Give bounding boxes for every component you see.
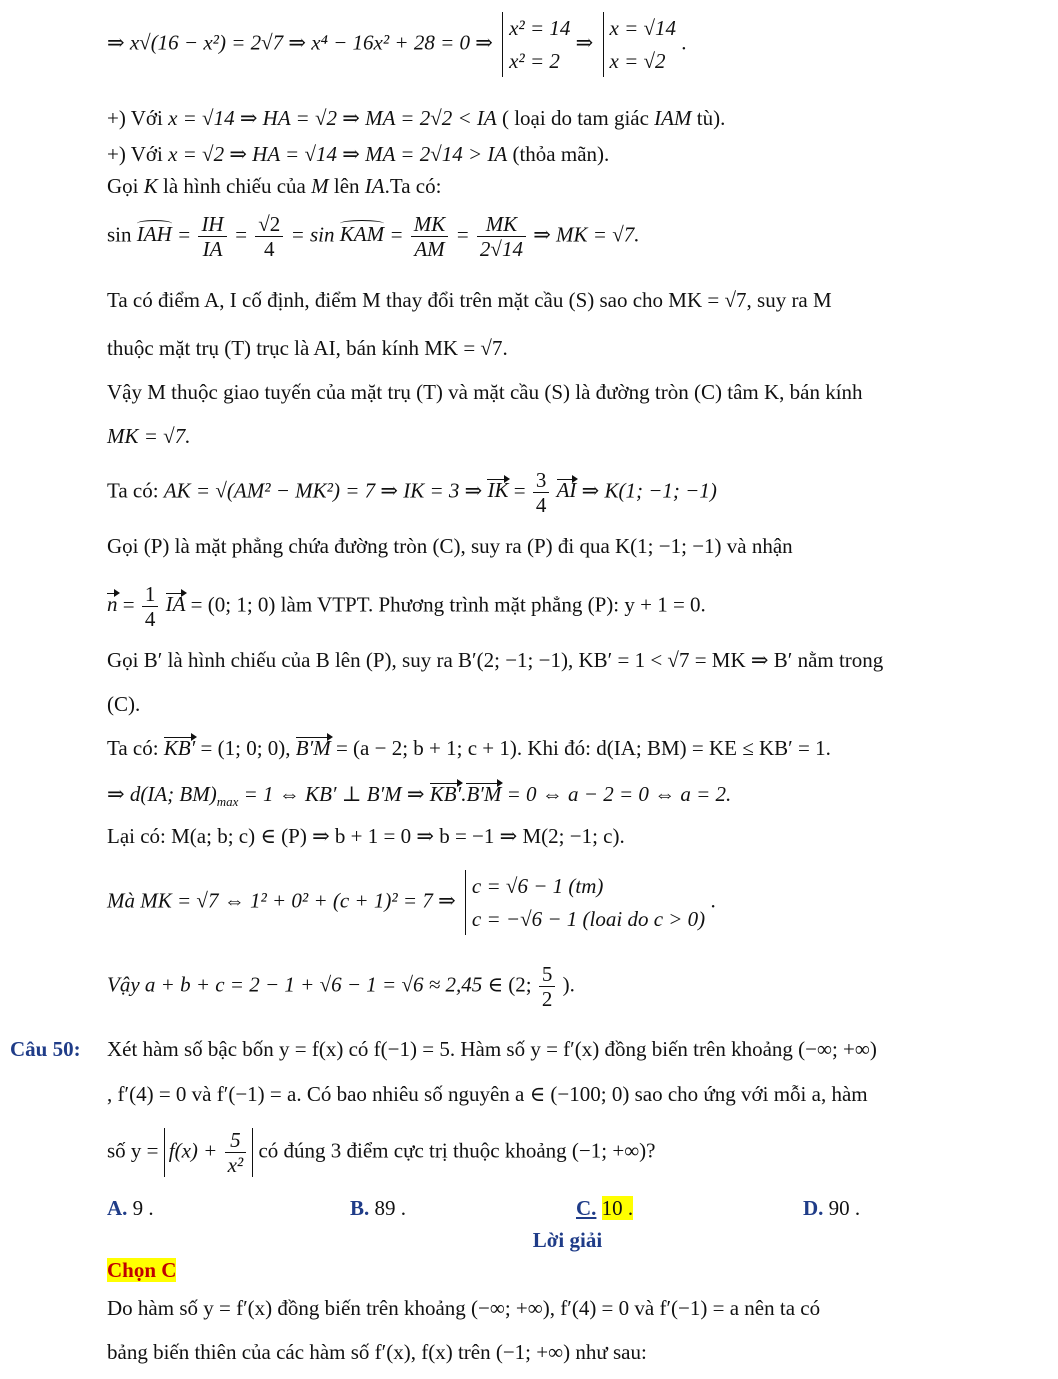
answer-b[interactable]: B. 89 .	[350, 1196, 407, 1220]
case-bracket-1: x² = 14 x² = 2	[502, 12, 570, 77]
projection-line: Gọi K là hình chiếu của M lên IA.Ta có:	[107, 174, 442, 198]
text-line-11: Gọi (P) là mặt phẳng chứa đường tròn (C), suy ra (P) đi qua K(1; −1; −1) và nhận	[107, 534, 793, 558]
question-text-3: số y = f(x) + $\frac{5}{\text{x²}}$ có đúng 3 điểm cực trị thuộc khoảng (−1; +∞)?	[107, 1128, 656, 1178]
fraction: $\frac{1}{4}$	[142, 582, 159, 631]
fraction: $\frac{MK}{2√14}$	[477, 212, 526, 261]
distance-max-line: ⇒ d(IA; $BM)_{max} = 1$ ⇔ KB′ ⊥ B′M ⇒ KB′.B′M = 0 ⇔ a − 2 = 0 ⇔ a = 2.	[107, 782, 732, 810]
fraction: $\frac{5}{2}$	[539, 962, 556, 1011]
fraction: $\frac{MK}{AM}$	[411, 212, 449, 261]
case-line-sqrt14: +) Với x = √14 ⇒ HA = √2 ⇒ MA = 2√2 < IA ( loại do tam giác IAM tù).	[107, 106, 726, 130]
fraction: $\frac{3}{4}$	[533, 468, 550, 517]
sine-equation: sin IAH = $\frac{IH}{IA}$ = $\frac{√2}{4}$ = sin KAM = $\frac{MK}{AM}$ = $\frac{MK}{2√14}$ ⇒ MK = √7.	[107, 212, 640, 262]
text-line-14: (C).	[107, 692, 141, 716]
question-text-2: , f′(4) = 0 và f′(−1) = a. Có bao nhiêu số nguyên a ∈ (−100; 0) sao cho ứng với mỗi a, hàm	[107, 1082, 868, 1106]
equation-line-1: ⇒ x√(16 − x²) = 2√7 ⇒ x⁴ − 16x² + 28 = 0 ⇒ x² = 14 x² = 2 ⇒ x = √14 x = √2 .	[107, 12, 687, 77]
fraction: $\frac{IH}{IA}$	[198, 212, 226, 261]
choice-line	[107, 1258, 176, 1283]
solution-title: Lời giải	[532, 1228, 603, 1252]
sum-line: Vậy a + b + c = 2 − 1 + √6 − 1 = √6 ≈ 2,45 ∈ (2; $\frac{5}{2}$ ).	[107, 962, 575, 1012]
fraction: $\frac{5}{\text{x²}}$	[225, 1128, 247, 1177]
text-line-9: MK = √7.	[107, 424, 191, 448]
answer-d[interactable]: D. 90 .	[803, 1196, 861, 1220]
fraction: $\frac{√2}{4}$	[255, 212, 283, 261]
chosen-answer: Chọn C	[107, 1258, 177, 1282]
solution-text-1: Do hàm số y = f′(x) đồng biến trên khoảng (−∞; +∞), f′(4) = 0 và f′(−1) = a nên ta có	[107, 1296, 821, 1320]
case-bracket-2: x = √14 x = √2	[603, 12, 677, 77]
question-label: Câu 50:	[10, 1037, 81, 1061]
text-line-17: Lại có: M(a; b; c) ∈ (P) ⇒ b + 1 = 0 ⇒ b = −1 ⇒ M(2; −1; c).	[107, 824, 625, 848]
text-line-13: Gọi B′ là hình chiếu của B lên (P), suy ra B′(2; −1; −1), KB′ = 1 < √7 = MK ⇒ B′ nằm trong	[107, 648, 884, 672]
question-text-1: Xét hàm số bậc bốn y = f(x) có f(−1) = 5. Hàm số y = f′(x) đồng biến trên khoảng (−∞; +∞)	[107, 1037, 877, 1061]
text-line-7: thuộc mặt trụ (T) trục là AI, bán kính MK = √7.	[107, 336, 508, 360]
normal-vector-line: n = $\frac{1}{4}$ IA = (0; 1; 0) làm VTPT. Phương trình mặt phẳng (P): y + 1 = 0.	[107, 582, 706, 632]
ak-equation: Ta có: AK = √(AM² − MK²) = 7 ⇒ IK = 3 ⇒ IK = $\frac{3}{4}$ AI ⇒ K(1; −1; −1)	[107, 468, 717, 518]
answer-a[interactable]: A. 9 .	[107, 1196, 154, 1220]
case-line-sqrt2: +) Với x = √2 ⇒ HA = √14 ⇒ MA = 2√14 > IA (thỏa mãn).	[107, 142, 610, 166]
case-bracket-3: c = √6 − 1 (tm) c = −√6 − 1 (loai do c > 0)	[465, 870, 705, 935]
solution-text-2: bảng biến thiên của các hàm số f′(x), f(x) trên (−1; +∞) như sau:	[107, 1340, 647, 1364]
text-line-8: Vậy M thuộc giao tuyến của mặt trụ (T) và mặt cầu (S) là đường tròn (C) tâm K, bán kính	[107, 380, 863, 404]
mk-equation: Mà MK = √7 ⇔ 1² + 0² + (c + 1)² = 7 ⇒ c = √6 − 1 (tm) c = −√6 − 1 (loai do c > 0) .	[107, 870, 716, 935]
absolute-value: f(x) + $\frac{5}{\text{x²}}$	[164, 1128, 253, 1177]
answer-c[interactable]: C. 10 .	[576, 1196, 634, 1220]
text-line-6: Ta có điểm A, I cố định, điểm M thay đổi trên mặt cầu (S) sao cho MK = √7, suy ra M	[107, 288, 832, 312]
vector-line: Ta có: KB′ = (1; 0; 0), B′M = (a − 2; b + 1; c + 1). Khi đó: d(IA; BM) = KE ≤ KB′ = 1.	[107, 736, 831, 760]
